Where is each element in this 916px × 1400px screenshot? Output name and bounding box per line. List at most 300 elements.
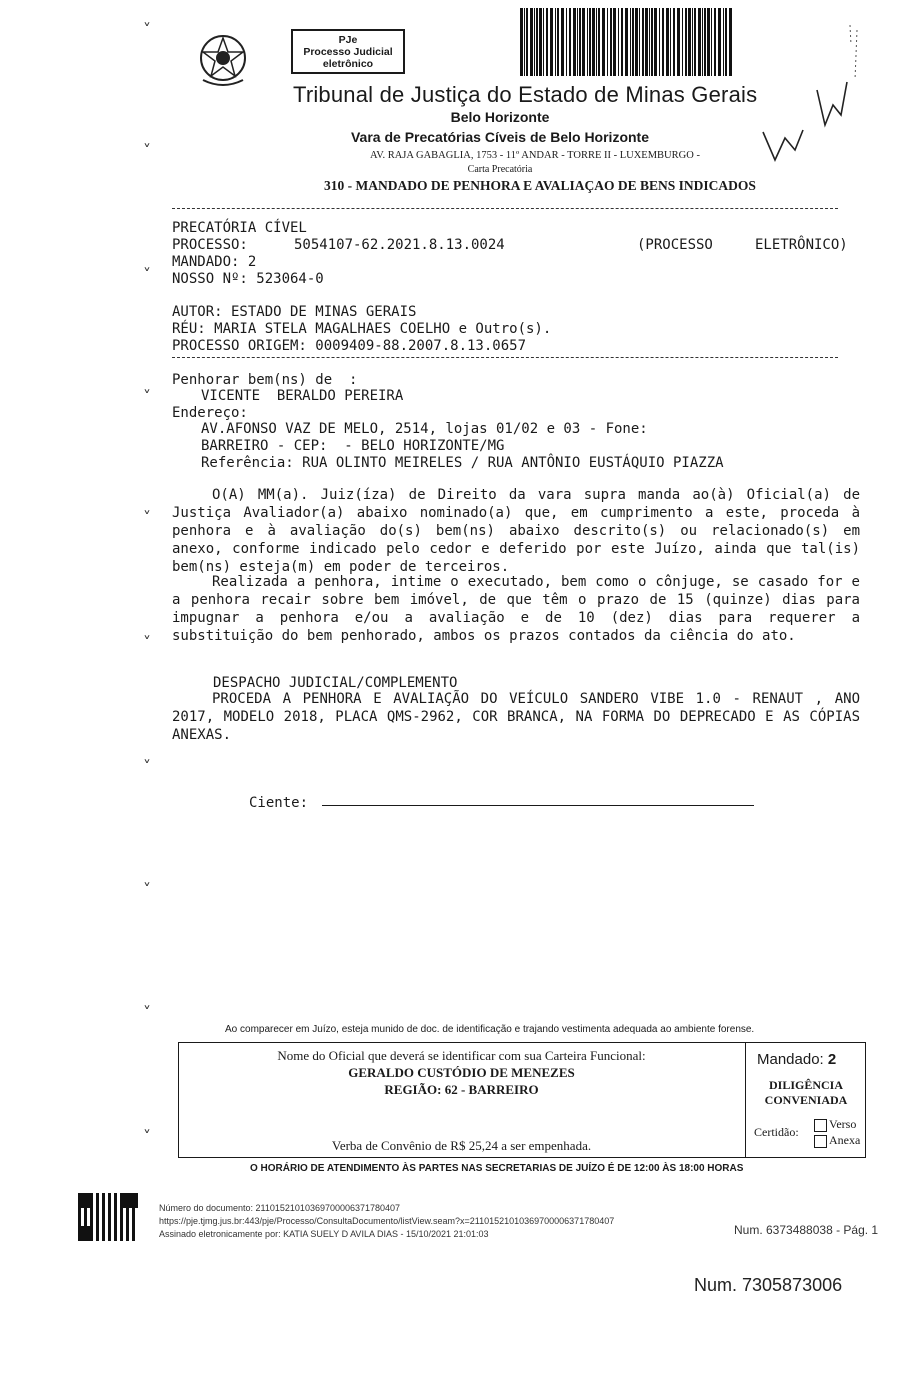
qr-cell [87, 1226, 90, 1229]
qr-cell [120, 1193, 123, 1196]
margin-mark: ˅ [143, 387, 151, 406]
margin-mark: ˅ [143, 880, 151, 899]
margin-mark: ˅ [143, 633, 151, 652]
mandado-line: MANDADO: 2 [172, 254, 257, 270]
address-line-2: BARREIRO - CEP: - BELO HORIZONTE/MG [201, 438, 505, 454]
barcode-bar [666, 8, 669, 76]
barcode-bar [711, 8, 712, 76]
barcode-bar [682, 8, 683, 76]
barcode-bar [635, 8, 638, 76]
qr-cell [84, 1223, 87, 1226]
qr-cell [81, 1238, 84, 1241]
qr-cell [96, 1214, 99, 1217]
qr-cell [114, 1205, 117, 1208]
conveniada: CONVENIADA [764, 1093, 848, 1107]
qr-cell [78, 1211, 81, 1214]
qr-cell [132, 1214, 135, 1217]
mandado-box-label-text: Mandado: [757, 1051, 824, 1068]
barcode-bar [645, 8, 648, 76]
qr-cell [96, 1229, 99, 1232]
barcode-bar [714, 8, 716, 76]
qr-cell [96, 1199, 99, 1202]
barcode-bar [704, 8, 706, 76]
qr-cell [78, 1202, 81, 1205]
processo-eletronico: (PROCESSO ELETRÔNICO) [637, 237, 848, 253]
qr-cell [102, 1208, 105, 1211]
barcode-bar [557, 8, 559, 76]
qr-cell [108, 1238, 111, 1241]
qr-cell [108, 1196, 111, 1199]
qr-cell [90, 1217, 93, 1220]
barcode-bar [573, 8, 576, 76]
horario-atendimento: O HORÁRIO DE ATENDIMENTO ÀS PARTES NAS SECRETARIAS DE JUÍZO É DE 12:00 ÀS 18:00 HORAS [250, 1163, 744, 1174]
barcode-bar [550, 8, 553, 76]
qr-cell [126, 1226, 129, 1229]
qr-cell [120, 1223, 123, 1226]
paragraph-intimation: Realizada a penhora, intime o executado, bem como o cônjuge, se casado for e a penhora recair sobre bem imóvel, de que têm o prazo de 15 (quinze) dias para impugnar a penhora e/ou a avaliação e de 10 (dez) dias para requerer a substituição do bem penhorado, ambos os prazos contados da ciência do ato. [172, 574, 860, 644]
qr-cell [81, 1199, 84, 1202]
document-number: Número do documento: 21101521010369700006371780407 [159, 1203, 401, 1213]
qr-cell [90, 1205, 93, 1208]
mandado-box-label [757, 1051, 836, 1068]
qr-cell [96, 1211, 99, 1214]
barcode-bar [723, 8, 724, 76]
qr-cell [78, 1232, 81, 1235]
qr-cell [126, 1220, 129, 1223]
qr-cell [129, 1196, 132, 1199]
paragraph-order: O(A) MM(a). Juiz(íza) de Direito da vara supra manda ao(à) Oficial(a) de Justiça Avaliador(a) abaixo nominado(a) que, em cumprimento a este, proceda à penhora e à avaliação do(s) bem(ns) abaixo descrito(s) ou relacionado(s) em anexo, conforme indicado pelo cedor e deferido por este Juízo, ainda que tal(is) bem(ns) esteja(m) em poder de terceiros. [172, 487, 860, 575]
margin-mark: ˅ [143, 1127, 151, 1146]
qr-cell [96, 1217, 99, 1220]
qr-cell [126, 1211, 129, 1214]
qr-cell [84, 1220, 87, 1223]
qr-cell [114, 1208, 117, 1211]
barcode-bar [587, 8, 588, 76]
margin-mark: ˅ [143, 141, 151, 160]
barcode-bar [625, 8, 628, 76]
qr-cell [78, 1217, 81, 1220]
qr-cell [132, 1223, 135, 1226]
despacho-text: PROCEDA A PENHORA E AVALIAÇÃO DO VEÍCULO SANDERO VIBE 1.0 - RENAUT , ANO 2017, MODELO 2018, PLACA QMS-2962, COR BRANCA, NA FORMA DO DEPRECADO E AS CÓPIAS ANEXAS. [172, 691, 860, 743]
qr-cell [132, 1199, 135, 1202]
penhora-name: VICENTE BERALDO PEREIRA [201, 388, 404, 404]
barcode-bar [692, 8, 693, 76]
qr-cell [132, 1220, 135, 1223]
barcode-bar [702, 8, 703, 76]
qr-cell [84, 1205, 87, 1208]
qr-cell [87, 1196, 90, 1199]
qr-cell [120, 1235, 123, 1238]
qr-cell [84, 1226, 87, 1229]
oficial-box-divider [745, 1042, 746, 1158]
qr-cell [126, 1238, 129, 1241]
qr-cell [108, 1199, 111, 1202]
qr-cell [96, 1226, 99, 1229]
footer-notice: Ao comparecer em Juízo, esteja munido de doc. de identificação e trajando vestimenta adequada ao ambiente forense. [225, 1024, 755, 1035]
ciente-signature-line [322, 805, 754, 806]
qr-cell [102, 1202, 105, 1205]
processo-number: 5054107-62.2021.8.13.0024 [294, 237, 505, 253]
qr-cell [96, 1205, 99, 1208]
qr-cell [120, 1205, 123, 1208]
qr-cell [114, 1223, 117, 1226]
qr-cell [120, 1229, 123, 1232]
autor: AUTOR: ESTADO DE MINAS GERAIS [172, 304, 417, 320]
qr-cell [135, 1196, 138, 1199]
qr-cell [90, 1223, 93, 1226]
processo-label: PROCESSO: [172, 237, 248, 253]
qr-cell [81, 1205, 84, 1208]
qr-cell [108, 1208, 111, 1211]
qr-cell [108, 1229, 111, 1232]
qr-cell [126, 1196, 129, 1199]
coat-of-arms-icon [193, 30, 253, 90]
qr-cell [84, 1235, 87, 1238]
diligencia: DILIGÊNCIA [768, 1078, 843, 1092]
margin-mark: ˅ [143, 508, 151, 527]
qr-cell [120, 1238, 123, 1241]
vara: Vara de Precatórias Cíveis de Belo Horizonte [350, 129, 649, 145]
barcode-bar [613, 8, 616, 76]
barcode-bar [673, 8, 675, 76]
qr-cell [90, 1235, 93, 1238]
endereco-label: Endereço: [172, 405, 248, 421]
qr-cell [102, 1226, 105, 1229]
pje-line-2: Processo Judicial [303, 46, 393, 58]
qr-cell [87, 1193, 90, 1196]
qr-cell [102, 1214, 105, 1217]
qr-cell [78, 1196, 81, 1199]
qr-cell [90, 1226, 93, 1229]
qr-cell [81, 1226, 84, 1229]
certidao-label: Certidão: [754, 1125, 799, 1139]
qr-cell [96, 1202, 99, 1205]
qr-cell [96, 1223, 99, 1226]
qr-cell [132, 1217, 135, 1220]
qr-cell [81, 1193, 84, 1196]
qr-cell [123, 1202, 126, 1205]
barcode-bar [520, 8, 523, 76]
barcode-bar [630, 8, 631, 76]
city: Belo Horizonte [450, 109, 550, 125]
qr-cell [135, 1202, 138, 1205]
qr-cell [108, 1223, 111, 1226]
barcode-bar [725, 8, 727, 76]
qr-cell [87, 1205, 90, 1208]
qr-cell [129, 1199, 132, 1202]
address-line-3: Referência: RUA OLINTO MEIRELES / RUA ANTÔNIO EUSTÁQUIO PIAZZA [201, 455, 724, 471]
address: AV. RAJA GABAGLIA, 1753 - 11º ANDAR - TORRE II - LUXEMBURGO - [370, 150, 700, 161]
barcode-bar [539, 8, 542, 76]
qr-cell [102, 1232, 105, 1235]
barcode-bar [555, 8, 556, 76]
qr-cell [114, 1211, 117, 1214]
margin-mark: ˅ [143, 757, 151, 776]
qr-cell [114, 1226, 117, 1229]
qr-cell [84, 1214, 87, 1217]
qr-cell [114, 1202, 117, 1205]
qr-cell [108, 1205, 111, 1208]
verba-convenio: Verba de Convênio de R$ 25,24 a ser empenhada. [331, 1138, 592, 1153]
qr-cell [78, 1199, 81, 1202]
barcode-bar [694, 8, 696, 76]
qr-cell [132, 1202, 135, 1205]
divider-middle [172, 357, 838, 358]
reu: RÉU: MARIA STELA MAGALHAES COELHO e Outro(s). [172, 321, 552, 337]
qr-cell [90, 1193, 93, 1196]
qr-cell [114, 1193, 117, 1196]
anexa-checkbox[interactable] [814, 1135, 827, 1148]
qr-cell [123, 1196, 126, 1199]
barcode-bar [662, 8, 664, 76]
qr-cell [132, 1229, 135, 1232]
qr-cell [108, 1217, 111, 1220]
qr-cell [120, 1232, 123, 1235]
qr-cell [102, 1235, 105, 1238]
margin-mark: ˅ [143, 265, 151, 284]
nosso-numero: NOSSO Nº: 523064-0 [172, 271, 324, 287]
barcode-bar [618, 8, 619, 76]
barcode [520, 8, 735, 76]
barcode-bar [698, 8, 701, 76]
qr-cell [126, 1214, 129, 1217]
oficial-name: GERALDO CUSTÓDIO DE MENEZES [348, 1065, 575, 1080]
qr-cell [132, 1238, 135, 1241]
barcode-bar [589, 8, 591, 76]
qr-cell [126, 1232, 129, 1235]
qr-cell [102, 1238, 105, 1241]
qr-cell [126, 1193, 129, 1196]
qr-cell [90, 1238, 93, 1241]
qr-cell [120, 1220, 123, 1223]
qr-cell [102, 1193, 105, 1196]
qr-cell [114, 1217, 117, 1220]
qr-cell [114, 1220, 117, 1223]
barcode-bar [566, 8, 567, 76]
qr-cell [96, 1235, 99, 1238]
qr-cell [108, 1226, 111, 1229]
qr-cell [90, 1196, 93, 1199]
pje-line-3: eletrônico [322, 58, 374, 70]
qr-cell [132, 1211, 135, 1214]
qr-cell [78, 1208, 81, 1211]
qr-cell [135, 1199, 138, 1202]
qr-cell [120, 1214, 123, 1217]
barcode-bar [536, 8, 538, 76]
qr-cell [126, 1223, 129, 1226]
qr-cell [114, 1196, 117, 1199]
qr-cell [123, 1205, 126, 1208]
qr-cell [78, 1226, 81, 1229]
barcode-bar [526, 8, 528, 76]
qr-cell [84, 1229, 87, 1232]
qr-cell [81, 1235, 84, 1238]
qr-cell [120, 1199, 123, 1202]
qr-cell [126, 1217, 129, 1220]
verso-checkbox[interactable] [814, 1119, 827, 1132]
qr-cell [114, 1235, 117, 1238]
qr-cell [96, 1220, 99, 1223]
qr-cell [90, 1202, 93, 1205]
qr-cell [102, 1223, 105, 1226]
oficial-label: Nome do Oficial que deverá se identificar com sua Carteira Funcional: [277, 1048, 646, 1063]
qr-cell [135, 1205, 138, 1208]
qr-cell [114, 1232, 117, 1235]
qr-cell [126, 1229, 129, 1232]
qr-cell [84, 1217, 87, 1220]
document-url[interactable]: https://pje.tjmg.jus.br:443/pje/Processo/ConsultaDocumento/listView.seam?x=21101521010369700006371780407 [159, 1216, 615, 1226]
qr-cell [126, 1202, 129, 1205]
despacho-label: DESPACHO JUDICIAL/COMPLEMENTO [213, 675, 458, 691]
qr-cell [81, 1232, 84, 1235]
qr-cell [96, 1196, 99, 1199]
qr-cell [114, 1214, 117, 1217]
qr-cell [90, 1211, 93, 1214]
qr-cell [120, 1196, 123, 1199]
num-big: Num. 7305873006 [694, 1275, 843, 1295]
divider-top [172, 208, 838, 209]
barcode-bar [530, 8, 533, 76]
address-line-1: AV.AFONSO VAZ DE MELO, 2514, lojas 01/02 e 03 - Fone: [201, 421, 648, 437]
processo-origem: PROCESSO ORIGEM: 0009409-88.2007.8.13.0657 [172, 338, 527, 354]
qr-cell [102, 1211, 105, 1214]
pje-logo-box [291, 29, 405, 74]
qr-cell [78, 1223, 81, 1226]
qr-cell [129, 1193, 132, 1196]
qr-cell [96, 1232, 99, 1235]
qr-cell [108, 1202, 111, 1205]
qr-cell [87, 1235, 90, 1238]
qr-cell [84, 1208, 87, 1211]
barcode-bar [534, 8, 535, 76]
barcode-bar [670, 8, 671, 76]
barcode-bar [642, 8, 644, 76]
qr-cell [84, 1199, 87, 1202]
barcode-bar [649, 8, 650, 76]
barcode-bar [582, 8, 585, 76]
qr-cell [120, 1208, 123, 1211]
margin-mark: ˅ [143, 20, 151, 39]
qr-cell [90, 1199, 93, 1202]
qr-cell [132, 1196, 135, 1199]
qr-cell [87, 1229, 90, 1232]
qr-cell [102, 1217, 105, 1220]
qr-cell [108, 1232, 111, 1235]
barcode-bar [546, 8, 548, 76]
qr-cell [84, 1193, 87, 1196]
qr-cell [132, 1208, 135, 1211]
qr-cell [81, 1229, 84, 1232]
oficial-regiao: REGIÃO: 62 - BARREIRO [384, 1082, 539, 1097]
barcode-bar [718, 8, 721, 76]
qr-cell [114, 1238, 117, 1241]
court-title: Tribunal de Justiça do Estado de Minas Gerais [293, 82, 758, 107]
barcode-bar [543, 8, 544, 76]
qr-cell [78, 1193, 81, 1196]
qr-cell [114, 1229, 117, 1232]
handwritten-initials [755, 20, 865, 170]
ciente-label: Ciente: [249, 795, 309, 811]
qr-cell [78, 1238, 81, 1241]
qr-cell [78, 1220, 81, 1223]
anexa-option [814, 1133, 860, 1148]
qr-code [78, 1193, 140, 1241]
qr-cell [129, 1202, 132, 1205]
qr-cell [132, 1205, 135, 1208]
barcode-bar [707, 8, 710, 76]
qr-cell [78, 1235, 81, 1238]
num-page: Num. 6373488038 - Pág. 1 [734, 1223, 879, 1237]
qr-cell [102, 1205, 105, 1208]
qr-cell [132, 1193, 135, 1196]
barcode-bar [607, 8, 608, 76]
qr-cell [84, 1211, 87, 1214]
barcode-bar [639, 8, 640, 76]
qr-cell [78, 1229, 81, 1232]
qr-cell [126, 1199, 129, 1202]
qr-cell [108, 1211, 111, 1214]
barcode-bar [610, 8, 612, 76]
qr-cell [129, 1205, 132, 1208]
pje-line-1: PJe [338, 34, 358, 46]
qr-cell [108, 1193, 111, 1196]
qr-cell [120, 1226, 123, 1229]
qr-cell [108, 1235, 111, 1238]
carta-precatoria: Carta Precatória [467, 164, 533, 175]
verso-label: Verso [829, 1117, 857, 1131]
signed-by: Assinado eletronicamente por: KATIA SUELY D AVILA DIAS - 15/10/2021 21:01:03 [159, 1229, 489, 1239]
qr-cell [102, 1196, 105, 1199]
qr-cell [84, 1232, 87, 1235]
qr-cell [84, 1202, 87, 1205]
process-type: PRECATÓRIA CÍVEL [172, 220, 307, 236]
barcode-bar [569, 8, 571, 76]
qr-cell [78, 1214, 81, 1217]
mandado-box-value: 2 [827, 1051, 837, 1068]
barcode-bar [577, 8, 578, 76]
qr-cell [102, 1199, 105, 1202]
barcode-bar [596, 8, 597, 76]
qr-cell [132, 1235, 135, 1238]
qr-cell [90, 1220, 93, 1223]
penhora-label: Penhorar bem(ns) de : [172, 372, 358, 388]
barcode-bar [729, 8, 732, 76]
qr-cell [123, 1193, 126, 1196]
qr-cell [84, 1238, 87, 1241]
qr-cell [81, 1196, 84, 1199]
barcode-bar [524, 8, 525, 76]
barcode-bar [598, 8, 600, 76]
qr-cell [87, 1238, 90, 1241]
barcode-bar [659, 8, 660, 76]
qr-cell [132, 1226, 135, 1229]
barcode-bar [688, 8, 691, 76]
qr-cell [87, 1232, 90, 1235]
barcode-bar [621, 8, 623, 76]
barcode-bar [677, 8, 680, 76]
barcode-bar [592, 8, 595, 76]
qr-cell [96, 1193, 99, 1196]
qr-cell [96, 1208, 99, 1211]
qr-cell [126, 1235, 129, 1238]
qr-cell [123, 1199, 126, 1202]
qr-cell [135, 1193, 138, 1196]
qr-cell [126, 1205, 129, 1208]
qr-cell [90, 1229, 93, 1232]
qr-cell [90, 1232, 93, 1235]
qr-cell [120, 1217, 123, 1220]
qr-cell [108, 1220, 111, 1223]
